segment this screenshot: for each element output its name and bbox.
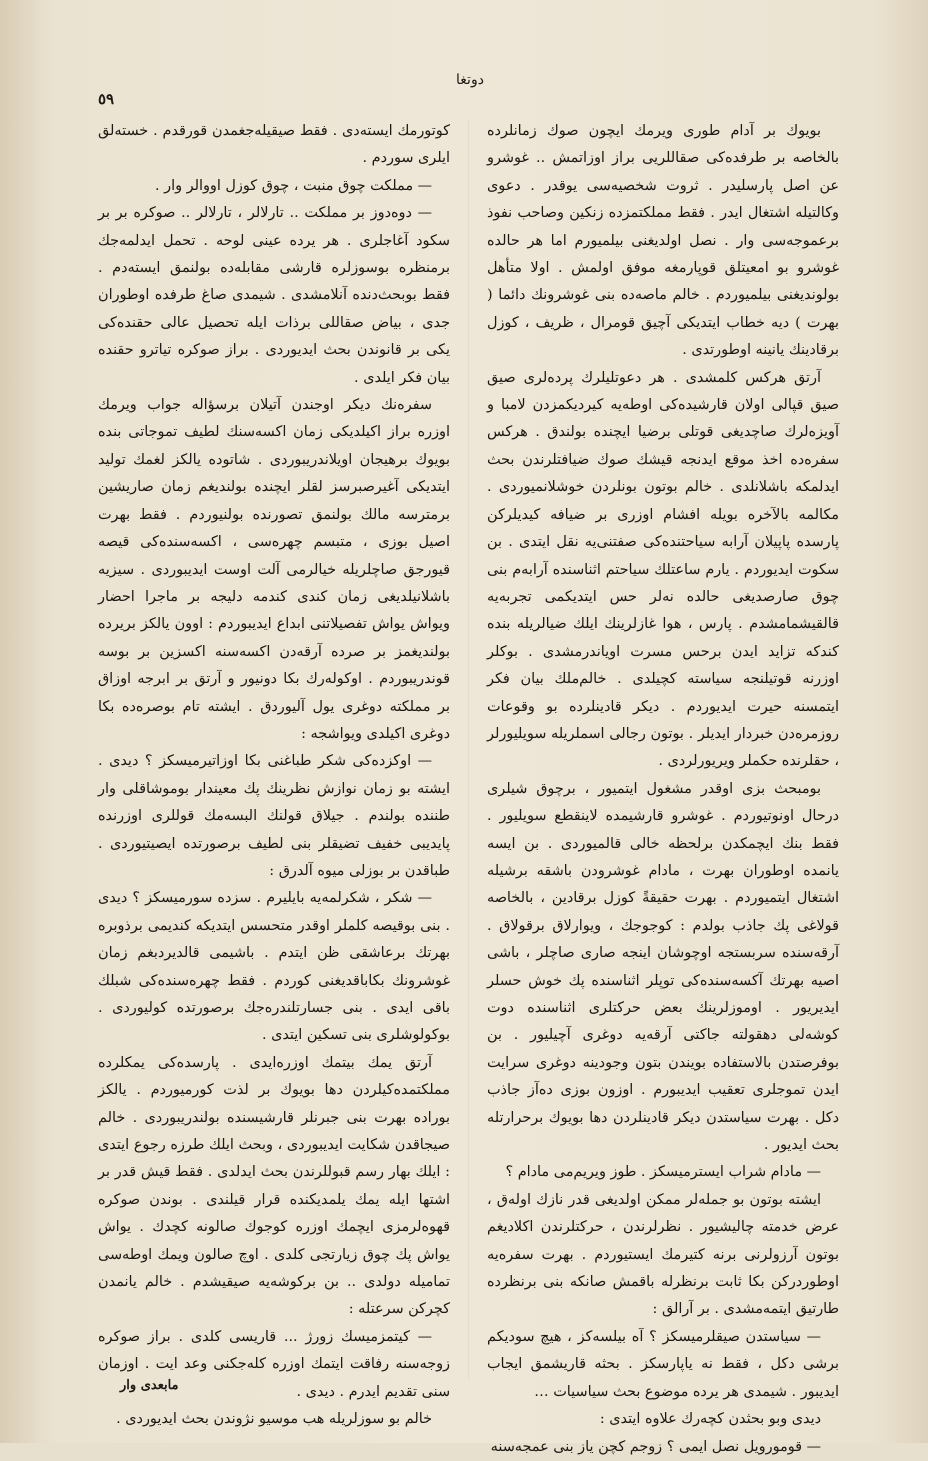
dialog-line: — مادام شراب ايسترميسكز . طوز ويريم‌مى مادام ؟	[505, 1164, 821, 1181]
paragraph: ايشته بوتون بو جمله‌لر ممكن اولديغى قدر نازك اوله‌ق ، عرض خدمته چاليشيور . نظرلرندن ، حركتلرندن اكلاديغم بوتون آرزولرنى برنه كتيرمك ايستيوردم . بهرت سفره‌يه اوطوردركن بكا ثابت برنظرله باقمش صانكه بنى برنظرده طارتيق ايتمه‌مشدى . بر آرالق :	[487, 1191, 839, 1318]
paragraph: آرتق هركس كلمشدى . هر دعوتليلرك پرده‌لرى صيق صيق قپالى اولان قارشيده‌كى اوطه‌يه كيرديكمزدن لامبا و آويزه‌لرك صاچديغى قوتلى برضيا ايچنده بولندق . هركس سفره‌ده اخذ موقع ايدنجه قيشك صوك ضيافتلرندن بحث ايدلمكه باشلانلدى . خالم بوتون بونلردن خوشلانميوردى . مكالمه بالآخره بويله افشام اوزرى بر ضيافه كيديلركن پارسده پاپيلان آرابه سياحتنده‌كى صفتنى‌يه نقل ايتدى . بن سكوت ايديوردم . يارم ساعتلك سياحتم اثناسنده آرابه‌م بنى چوق صارصديغى حالده نه‌لر حس ايتديكمى تجربه‌يه قالقيشمامشدم . پارس ، هوا غازلرينك ايلك ضيالريله بنده كندكه تزايد ايدن برحس مسرت اوياندرمشدى . بوكلر اوزرنه قوتيلنجه سياسته كچيلدى . خالم‌ملك بيان فكر ايتمسنه حيرت ايديوردم . ديكر قادينلرده بو وقوعات روزمره‌دن خبردار ايديلر . بوتون رجالى اسملريله سويليورلر ، حقلرنده حكملر ويريورلردى .	[487, 369, 839, 770]
paragraph: خالم بو سوزلريله هب موسيو نژوندن بحث ايديوردى .	[116, 1411, 432, 1428]
dialog-line: — مملكت چوق منبت ، چوق كوزل اووالر وار .	[155, 177, 432, 194]
dialog-line: — شكر ، شكرلمه‌يه بايليرم . سزده سورميسكز ؟ ديدى . بنى بوقيصه كلملر اوقدر متحسس ايتديكه كنديمى برذوبره بهرتك برعاشقى ظن ايتدم . باشيمى قالديردبغم زمان غوشرونك بكاباقديغنى كوردم . فقط چهره‌سنده‌كى شبلك باقى ايدى . بنى جسارتلندره‌جك برصورتده كوليوردى . بوكولوشلرى بنى تسكين ايتدى .	[98, 890, 450, 1044]
paragraph: آرتق يمك بيتمك اوزره‌ايدى . پارسده‌كى يمكلرده مملكتمده‌كيلردن دها بويوك بر لذت كورميوردم . يالكز بوراده بهرت بنى جبرنلر قارشيسنده بولندريبوردى . خالم صيجاقدن شكايت ايديبوردى ، وبحث ايلك طرزه رجوع ايتدى : ايلك بهار رسم قبوللرندن بحث ايدلدى . فقط قيش قدر بر اشتها ايله يمك يلمديكنده قرار قيلندى . بوندن صوكره قهوه‌لرمزى ايچمك اوزره كوجوك صالونه كچدك . يواش يواش پك چوق زيارتجى كلدى . اوچ صالون ويمك اوطه‌سى تماميله دولدى .. بن بركوشه‌يه صيقيشدم . خالم يانمدن كچركن سرعتله :	[98, 1054, 450, 1318]
paragraph: كوتورمك ايسته‌دى . فقط صيقيله‌جغمدن قورقدم . خسته‌لق ايلرى سوردم .	[98, 123, 450, 167]
paragraph: سفره‌نك ديكر اوجندن آتيلان برسؤاله جواب ويرمك اوزره براز اكيلديكى زمان اكسه‌سنك لطيف تموجاتى بنده بويوك برهيجان اويلاندريبوردى . شاتوده يالكز لغمك توليد ايتديكى آغيرصبرسز لقلر ايچنده بولنديغم زمان صاريشين برمترسه مالك بولنمق تصورنده بولنيوردم . فقط بهرت اصيل بوزى ، متبسم چهره‌سى ، اكسه‌سنده‌كى قيصه قيورجق صاچلريله خيالرمى آلت اوست ايديبوردى . سيزيه باشلانيلديغى زمان كندى كندمه دليجه بر ماجرا احضار ويواش يواش تفصيلاتنى ابداع ايديبوردم : اوون يالكز بريرده بولنديغمز بر صرده آرقه‌دن اكسه‌سنه اكسزين بر بوسه قوندريبوردم . اوكوله‌رك بكا دونيور و آرتق بر ابرجه اوزاق بر مملكته دوغرى يول آليوردق . ايشته تام بوصره‌ده بكا دوغرى اكيلدى ويواشجه :	[98, 397, 450, 742]
running-title: دوتغا	[456, 72, 484, 88]
right-column	[487, 118, 839, 1455]
dialog-line: — دوه‌دوز بر مملكت .. تارلالر ، تارلالر .. صوكره بر بر سكود آغاجلرى . هر يرده عينى لوحه . تحمل ايدلمه‌جك برمنظره بوسوزلره قارشى مقابله‌ده بولنمق ايسته‌دم . فقط بوبحث‌دنده آنلامشدى . شيمدى صاغ طرفده اوطوران جدى ، بياض صقاللى برذات ايله تحصيل عالى حقنده‌كى يكى بر قانوندن بحث ايديوردى . براز صوكره تياترو حقنده بيان فكر ايلدى .	[98, 205, 450, 386]
dialog-line: — سياستدن صيقلرميسكز ؟ آه بيلسه‌كز ، هيچ سوديكم برشى دكل ، فقط نه ياپارسكز . بحثه قاريشمق ايجاب ايديبور . شيمدى هر يرده موضوع بحث سياسيات …	[487, 1328, 839, 1400]
paragraph: ديدى وبو بحثدن كچه‌رك علاوه ايتدى :	[599, 1411, 821, 1428]
page-number: ٥٩	[98, 90, 115, 108]
dialog-line: — كيتمزميسك زورژ ... قاريسى كلدى . براز صوكره زوجه‌سنه رفاقت ايتمك اوزره كله‌جكنى وعد ايت . اوزمان سنى تقديم ايدرم . ديدى .	[98, 1328, 450, 1400]
dialog-line: — قومورويل نصل ايمى ؟ زوجم كچن ياز بنى عمجه‌سنه	[490, 1438, 821, 1455]
column-gutter	[468, 120, 469, 1380]
paragraph: بويوك بر آدام طورى ويرمك ايچون صوك زمانلرده بالخاصه بر طرفده‌كى صقاللريى براز اوزاتمش .. غوشرو عن اصل پارسليدر . ثروت شخصيه‌سى يوقدر . دعوى وكالتيله اشتغال ايدر . فقط مملكتمزده زنكين وصاحب نفوذ برعموجه‌سى وار . نصل اولديغنى بيلميورم اما هر حالده غوشرو بو امعيتلق قوپارمغه موفق اولمش . اولا متأهل بولونديغنى بيلميوردم . خالم ماصه‌ده بنى غوشرونك دائما ( بهرت ) ديه خطاب ايتديكى آچيق قومرال ، ظريف ، كوزل برقادينك يانينه اوطورتدى .	[487, 123, 839, 359]
dialog-line: — اوكزده‌كى شكر طباغنى بكا اوزاتيرميسكز ؟ ديدى . ايشته بو زمان نوازش نظرينك پك معيندار بوموشاقلى وار طننده بولندم . جيلاق قولنك البسه‌مك قوللرى اوزرنده پايديبى خفيف تضيقلر بنى لطيف برصورتده ايصيتيوردى . طباقدن بر بوزلى ميوه آلدرق :	[98, 753, 450, 879]
continued-note: مابعدى وار	[120, 1378, 179, 1393]
paragraph: بومبحث بزى اوقدر مشغول ايتميور ، برچوق شيلرى درحال اونوتيوردم . غوشرو قارشيمده لاينقطع سويليور . فقط بنك ايچمكدن برلحظه خالى قالميوردى . بن ايسه يانمده اوطوران بهرت ، مادام غوشرودن باشقه برشيله اشتغال ايتميوردم . بهرت حقيقةً كوزل برقادين ، بالخاصه قولاغى پك جاذب بولدم : كوجوجك ، ويوارلاق برقولاق . آرقه‌سنده سربستجه اوچوشان اينجه صارى صاچلر ، باشى اصيه بهرتك آكسه‌سنده‌كى توپلر اثناسنده پك خوش حسلر ايديريور . اوموزلرينك بعض حركتلرى اثناسنده دوت كوشه‌لى دهقولته جاكتى آرقه‌يه دوغرى آچيليور . بن بوفرصتدن بالاستفاده بويندن بتون وجودينه دوغرى سرايت ايدن تموجلرى تعقيب ايديبورم . اوزون بوزى ده‌آز جاذب دكل . بهرت سياستدن ديكر قادينلردن دها بويوك برحرارتله بحث ايديور .	[487, 780, 839, 1154]
